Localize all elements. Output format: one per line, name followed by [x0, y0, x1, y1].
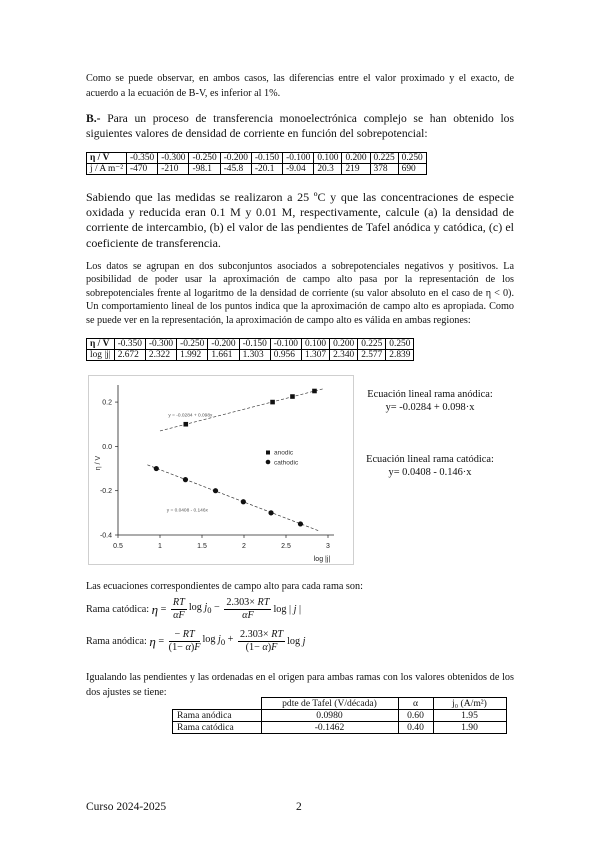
- table-header-cell: η / V: [87, 339, 115, 350]
- legend-marker-cathodic: [266, 460, 271, 465]
- table-cell: 0.200: [342, 153, 370, 164]
- x-axis-label: log |j|: [313, 556, 331, 563]
- table-cell: 0.225: [370, 153, 398, 164]
- table-cell: Rama catódica: [173, 722, 262, 734]
- table-cell: 0.60: [398, 710, 433, 722]
- table-cell: 1.303: [239, 350, 270, 361]
- table-cell: 1.95: [433, 710, 506, 722]
- table-cell: 2.322: [145, 350, 176, 361]
- table-cell: 690: [398, 164, 426, 175]
- table-cell: -0.250: [177, 339, 208, 350]
- table-cell: 1.90: [433, 722, 506, 734]
- anodic-branch-equation: Rama anódica: η = $\frac{- RT}{(1- \alpha)F}$ $\log j_0$ + $\frac{2.303\times RT}{(1- \alpha)F}$ log j: [86, 628, 306, 653]
- table-header-cell: [173, 698, 262, 710]
- fit-label: y = 0.0408 - 0.146x: [166, 508, 208, 514]
- anodic-equation-block: [360, 388, 500, 414]
- table-cell: 219: [342, 164, 370, 175]
- table-cell: -0.300: [158, 153, 189, 164]
- table-cell: 20.3: [314, 164, 342, 175]
- table-cell: 0.0980: [261, 710, 398, 722]
- cathodic-equation: y= 0.0408 - 0.146·x: [388, 467, 472, 478]
- anodic-equation-title: Ecuación lineal rama anódica:: [367, 389, 493, 400]
- cathodic-branch-equation: Rama catódica: η = $\frac{RT}{\alpha F}$ $\log j_0$ − $\frac{2.303\times RT}{\alpha F}$ log | j |: [86, 596, 302, 621]
- table-cell: 0.200: [330, 339, 358, 350]
- table-cell: 0.100: [302, 339, 330, 350]
- table-cell: 0.100: [314, 153, 342, 164]
- table-cell: -0.300: [145, 339, 176, 350]
- data-point-cathodic: [241, 499, 246, 504]
- x-tick-label: 2.5: [281, 543, 291, 550]
- table-header-cell: j / A m⁻²: [87, 164, 127, 175]
- data-point-cathodic: [183, 477, 188, 482]
- data-point-anodic: [183, 422, 188, 427]
- table-cell: 1.992: [177, 350, 208, 361]
- table-cell: 2.672: [114, 350, 145, 361]
- x-tick-label: 1: [158, 543, 162, 550]
- results-table: [172, 697, 507, 734]
- table-row: [173, 722, 507, 734]
- table-header-cell: pdte de Tafel (V/década): [261, 698, 398, 710]
- table-cell: -470: [127, 164, 158, 175]
- table-row: [173, 698, 507, 710]
- data-point-cathodic: [154, 466, 159, 471]
- table-row: [87, 164, 427, 175]
- table-cell: -0.1462: [261, 722, 398, 734]
- question-paragraph: Sabiendo que las medidas se realizaron a 25 ºC y que las concentraciones de especie oxidada y reducida eran 0.1 M y 0.01 M, respectivamente, calcule (a) la densidad de corriente de intercambio, (b) el valor de las pendientes de Tafel anódica y catódica, (c) el coeficiente de transferencia.: [86, 190, 514, 250]
- chart-frame: [89, 376, 354, 565]
- table-row: [173, 710, 507, 722]
- table-cell: -0.100: [283, 153, 314, 164]
- table-cell: 1.307: [302, 350, 330, 361]
- table-row: [87, 339, 414, 350]
- table-header-cell: α: [398, 698, 433, 710]
- table-cell: 378: [370, 164, 398, 175]
- table-cell: -45.8: [220, 164, 251, 175]
- cathodic-equation-title: Ecuación lineal rama catódica:: [366, 454, 494, 465]
- page-number: 2: [296, 801, 302, 813]
- table-cell: 2.340: [330, 350, 358, 361]
- table-cell: 2.577: [358, 350, 386, 361]
- y-tick-label: 0.2: [102, 399, 112, 407]
- equations-intro: Las ecuaciones correspondientes de campo alto para cada rama son:: [86, 581, 363, 592]
- y-tick-label: -0.2: [99, 488, 112, 496]
- table-cell: -0.200: [208, 339, 239, 350]
- data-point-cathodic: [268, 510, 273, 515]
- problem-text: Para un proceso de transferencia monoelectrónica complejo se han obtenido los siguientes valores de densidad de corriente en función del sobrepotencial:: [86, 112, 514, 140]
- data-point-cathodic: [213, 488, 218, 493]
- table-cell: -98.1: [189, 164, 220, 175]
- table-row: [87, 350, 414, 361]
- problem-label: B.-: [86, 112, 101, 125]
- x-tick-label: 3: [326, 543, 330, 550]
- log-table: [86, 338, 414, 361]
- cathodic-branch-label: Rama catódica:: [86, 603, 150, 615]
- data-table: [86, 152, 427, 175]
- table-cell: -0.100: [270, 339, 301, 350]
- x-tick-label: 1.5: [197, 543, 207, 550]
- table-row: [87, 153, 427, 164]
- table-cell: 2.839: [386, 350, 414, 361]
- x-tick-label: 0.5: [113, 543, 123, 550]
- data-point-anodic: [312, 389, 317, 394]
- legend-label-anodic: anodic: [274, 449, 294, 457]
- anodic-branch-label: Rama anódica:: [86, 635, 147, 647]
- table-cell: Rama anódica: [173, 710, 262, 722]
- table-cell: 0.40: [398, 722, 433, 734]
- fit-label: y = -0.0284 + 0.098x: [168, 413, 213, 419]
- table-header-cell: log |j|: [87, 350, 115, 361]
- data-point-anodic: [290, 394, 295, 399]
- table-cell: 0.250: [398, 153, 426, 164]
- x-tick-label: 2: [242, 543, 246, 550]
- problem-statement: [86, 111, 514, 141]
- data-point-cathodic: [298, 521, 303, 526]
- tafel-chart: [88, 375, 354, 565]
- table-cell: 0.225: [358, 339, 386, 350]
- intro-paragraph: Como se puede observar, en ambos casos, las diferencias entre el valor proximado y el exacto, de acuerdo a la ecuación de B-V, es inferior al 1%.: [86, 73, 514, 99]
- table-cell: -20.1: [251, 164, 282, 175]
- footer-course: Curso 2024-2025: [86, 801, 167, 813]
- tafel-plot: [88, 375, 354, 565]
- y-tick-label: -0.4: [99, 532, 112, 540]
- table-cell: -0.350: [114, 339, 145, 350]
- table-cell: 1.661: [208, 350, 239, 361]
- table-cell: 0.250: [386, 339, 414, 350]
- table-cell: -0.150: [239, 339, 270, 350]
- legend-label-cathodic: cathodic: [274, 459, 299, 467]
- comparison-paragraph: Igualando las pendientes y las ordenadas en el origen para ambas ramas con los valores obtenidos de los dos ajustes se tiene:: [86, 672, 514, 698]
- table-cell: -9.04: [283, 164, 314, 175]
- y-axis-label: η / V: [95, 455, 102, 471]
- solution-paragraph: Los datos se agrupan en dos subconjuntos asociados a sobrepotenciales negativos y positivos. La posibilidad de poder usar la aproximación de campo alto pasa por la representación de los sobrepotenciales frente al logaritmo de la densidad de corriente (su valor absoluto en el caso de η < 0). Un comportamiento lineal de los puntos indica que la aproximación de campo alto es apropiada. Como se puede ver en la representación, la aproximación de campo alto es válida en ambas regiones:: [86, 261, 514, 326]
- data-point-anodic: [270, 400, 275, 405]
- table-cell: -0.350: [127, 153, 158, 164]
- table-cell: 0.956: [270, 350, 301, 361]
- legend-marker-anodic: [266, 451, 270, 455]
- table-cell: -0.150: [251, 153, 282, 164]
- table-header-cell: η / V: [87, 153, 127, 164]
- cathodic-equation-block: [360, 453, 500, 479]
- table-header-cell: j₀ (A/m²): [433, 698, 506, 710]
- y-tick-label: 0.0: [102, 443, 112, 451]
- table-cell: -0.200: [220, 153, 251, 164]
- anodic-equation: y= -0.0284 + 0.098·x: [385, 402, 475, 413]
- table-cell: -210: [158, 164, 189, 175]
- table-cell: -0.250: [189, 153, 220, 164]
